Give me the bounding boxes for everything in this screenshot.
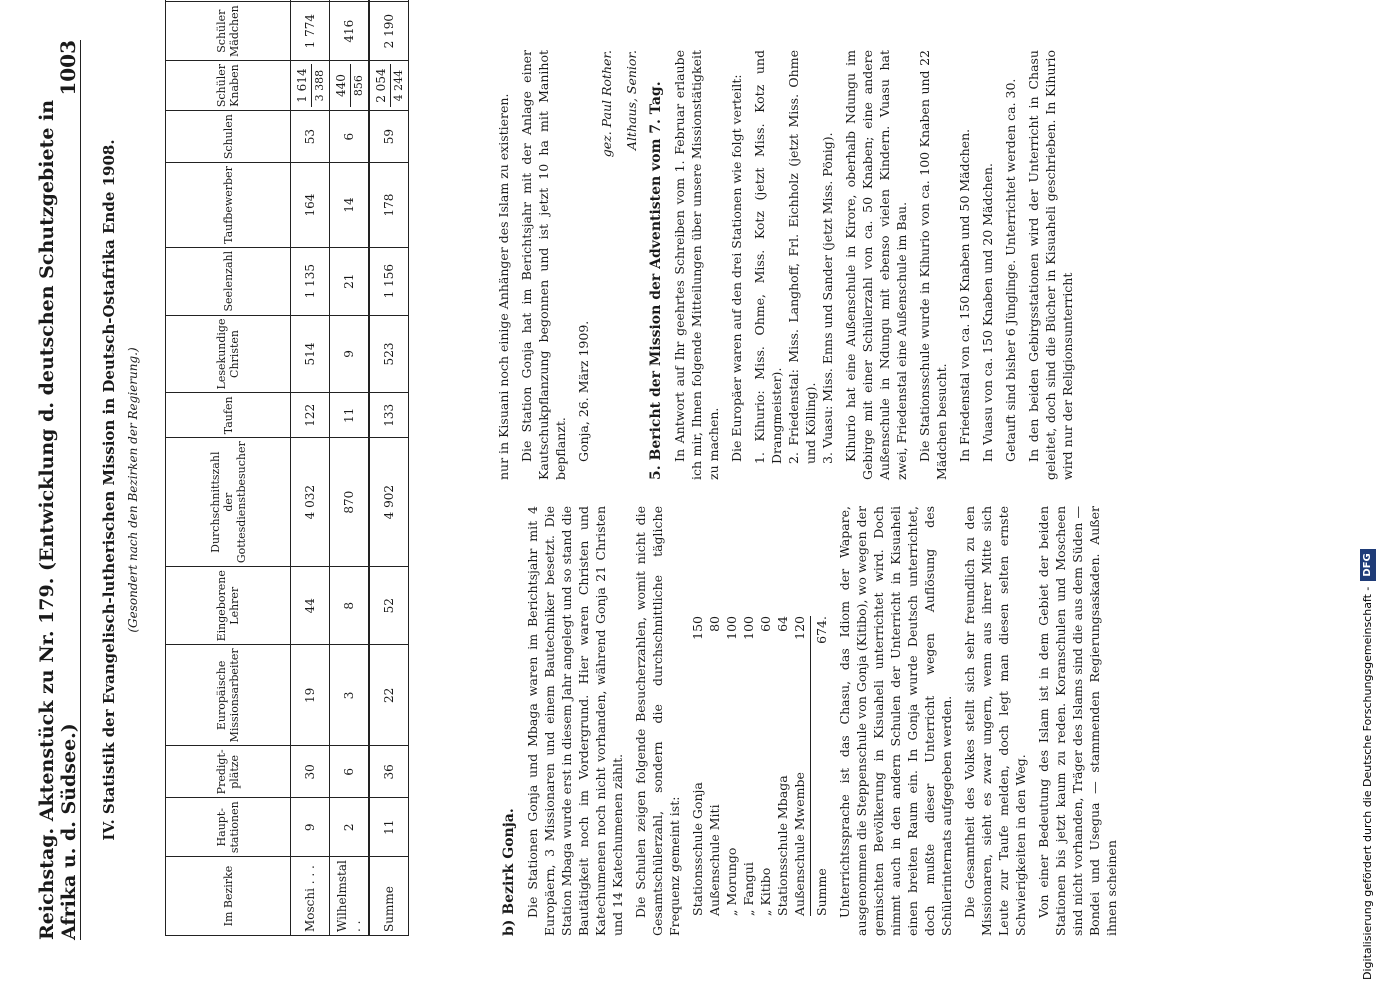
- page-header: [36, 40, 81, 940]
- header-title: Reichstag. Aktenstück zu Nr. 179. (Entwicklung d. deutschen Schutzgebiete in Afrika u. d. Südsee.): [36, 99, 80, 940]
- list-item: Außenschule Miti 80: [707, 616, 722, 916]
- table-cell: 1 135: [291, 247, 330, 315]
- header-cell: Predigt-plätze: [166, 746, 291, 798]
- paragraph: Die Stationsschule wurde in Kihurio von ca. 100 Knaben und 22 Mädchen besucht.: [917, 50, 949, 480]
- table-cell: 21: [330, 247, 370, 315]
- header-cell: Eingeborene Lehrer: [166, 567, 291, 645]
- table-cell: 36: [369, 746, 409, 798]
- row-name: Wilhelmstal . .: [330, 857, 370, 936]
- footer-text-container: [1358, 20, 1378, 980]
- paragraph: nur in Kisuani noch einige Anhänger des Islam zu existieren.: [496, 93, 511, 480]
- table-subtitle: (Gesondert nach den Bezirken der Regierung.): [126, 347, 140, 633]
- table-cell: 11: [369, 798, 409, 857]
- left-text-column: [495, 506, 1126, 936]
- paragraph: Getauft sind bisher 6 Jünglinge. Unterrichtet werden ca. 30.: [1003, 78, 1018, 462]
- table-cell: 416: [330, 2, 370, 61]
- header-cell: [166, 0, 291, 2]
- cell-value: 440: [333, 74, 348, 98]
- pupil-subtotal: 4 244: [390, 64, 405, 107]
- header-cell: Lesekundige Christen: [166, 315, 291, 393]
- paragraph: Kihurio hat eine Außenschule in Kirore, oberhalb Ndungu im Gebirge mit einer Schülerzahl von ca. 50 Knaben; eine andere Außenschule in Ndungu mit ebenso vielen Kindern. Vuasu hat zwei, Friedenstal eine Außenschule im Bau.: [843, 50, 909, 480]
- header-cell: Im Bezirke: [166, 857, 291, 936]
- list-item: Stationsschule Mbaga 64: [775, 616, 790, 916]
- pupil-subtotal: 3 388: [311, 64, 326, 107]
- table-cell: 3: [330, 645, 370, 746]
- header-cell: Schulen: [166, 111, 291, 163]
- table-cell: 59: [369, 111, 409, 163]
- list-item: „ Fangui 100: [741, 616, 756, 916]
- table-cell: 870: [330, 438, 370, 567]
- table-cell: 6: [330, 746, 370, 798]
- table-cell: 4 032: [291, 438, 330, 567]
- list-item: „ Kitibo 60: [758, 616, 773, 916]
- paragraph: In den beiden Gebirgsstationen wird der Unterricht in Chasu geleitet, doch sind die Bücher in Kisuaheli geschrieben. In Kihurio wird nur der Religionsunterricht: [1026, 50, 1075, 480]
- paragraph: Die Station Gonja hat im Berichtsjahr mit der Anlage einer Kautschukpflanzung begonnen und ist jetzt 10 ha mit Manihot bepflanzt.: [519, 50, 568, 480]
- cell-value: 1 614: [294, 68, 309, 103]
- table-cell: 14: [330, 163, 370, 248]
- table-cell: [369, 61, 409, 111]
- table-row: [291, 0, 330, 936]
- header-cell: Schüler Mädchen: [166, 2, 291, 61]
- table-cell: 9: [291, 798, 330, 857]
- statistics-table: [165, 0, 409, 936]
- table-row: [330, 0, 370, 936]
- table-row-total: [369, 0, 409, 936]
- table-cell: 1 774: [291, 2, 330, 61]
- paragraph: Die Gesamtheit des Volkes stellt sich sehr freundlich zu den Missionaren, sieht es zwar ungern, wenn aus ihrer Mitte sich Leute zur Taufe melden, doch legt man diesen selten ernste Schwierigkeiten in den Weg.: [962, 506, 1028, 936]
- table-cell: [291, 61, 330, 111]
- station-list: [751, 50, 836, 464]
- paragraph: Unterrichtssprache ist das Chasu, das Idiom der Wapare, ausgenommen die Steppenschule von Gonja (Kitibo), wo wegen der gemischten Bevölkerung in Kisuaheli unterrichtet wird. Doch nimmt auch in den andern Schulen der Unterricht in Kisuaheli einen breiten Raum ein. In Gonja wurde Deutsch unterrichtet, doch mußte dieser Unterricht wegen Auflösung des Schülerinternats aufgegeben werden.: [837, 506, 954, 936]
- list-item: 3. Vuasu: Miss. Enns und Sander (jetzt Miss. Pönig).: [820, 132, 835, 464]
- table-cell: [369, 0, 409, 2]
- list-item: „ Morungo 100: [724, 616, 739, 916]
- right-text-column: [495, 50, 1082, 480]
- header-cell: Haupt-stationen: [166, 798, 291, 857]
- table-cell: 19: [291, 645, 330, 746]
- paragraph: Die Schulen zeigen folgende Besucherzahlen, womit nicht die Gesamtschülerzahl, sondern die durchschnittliche tägliche Frequenz gemeint ist:: [633, 506, 682, 936]
- table-cell: 4 902: [369, 438, 409, 567]
- table-cell: 133: [369, 393, 409, 438]
- date-line: Gonja, 26. März 1909.: [576, 320, 591, 462]
- table-cell: 52: [369, 567, 409, 645]
- table-cell: 9: [330, 315, 370, 393]
- section-heading: b) Bezirk Gonja.: [501, 808, 517, 936]
- paragraph: Die Stationen Gonja und Mbaga waren im Berichtsjahr mit 4 Europäern, 3 Missionaren und einem Bautechniker besetzt. Die Station Mbaga wurde erst in diesem Jahr angelegt und so stand die Bautätigkeit noch im Vordergrund. Hier waren Christen und Katechumenen noch nicht vorhanden, während Gonja 21 Christen und 14 Katechumenen zählt.: [525, 506, 625, 936]
- table-cell: 178: [369, 163, 409, 248]
- table-cell: 523: [369, 315, 409, 393]
- section-heading: 5. Bericht der Mission der Adventisten vom 7. Tag.: [648, 81, 664, 480]
- table-cell: [330, 61, 370, 111]
- dfg-logo: DFG: [1360, 549, 1376, 580]
- table-cell: 44: [291, 567, 330, 645]
- table-cell: 514: [291, 315, 330, 393]
- table-cell: 6: [330, 111, 370, 163]
- paragraph: In Friedenstal von ca. 150 Knaben und 50 Mädchen.: [957, 128, 972, 462]
- digitization-footer: [1358, 20, 1378, 980]
- header-cell: Taufen: [166, 393, 291, 438]
- table-cell: 8: [330, 567, 370, 645]
- paragraph: Von einer Bedeutung des Islam ist in dem Gebiet der beiden Stationen bis jetzt kaum zu reden. Koranschulen und Moscheen sind nicht vorhanden, Träger des Islams sind die aus dem Süden — Bondei und Usegua — stammenden Regierungsaskaden. Außer ihnen scheinen: [1036, 506, 1119, 936]
- page-number: 1003: [56, 40, 80, 96]
- list-item: Außenschule Mwembe 120: [792, 616, 807, 916]
- table-cell: 2 190: [369, 2, 409, 61]
- table-cell: [330, 0, 370, 2]
- table-cell: 22: [369, 645, 409, 746]
- frequency-list: [689, 616, 830, 916]
- header-cell: Durchschnittszahl der Gottesdienstbesucher: [166, 438, 291, 567]
- paragraph: In Vuasu von ca. 150 Knaben und 20 Mädchen.: [980, 163, 995, 462]
- table-cell: 122: [291, 393, 330, 438]
- signature: gez. Paul Rother.: [599, 50, 614, 158]
- table-cell: 2: [330, 798, 370, 857]
- header-cell: Europäische Missionsarbeiter: [166, 645, 291, 746]
- row-name: Summe: [369, 857, 409, 936]
- table-cell: 53: [291, 111, 330, 163]
- list-item: 1. Kihurio: Miss. Ohme, Miss. Kotz (jetzt Miss. Kotz und Drangmeister).: [752, 50, 784, 464]
- footer-text: Digitalisierung gefördert durch die Deutsche Forschungsgemeinschaft -: [1361, 586, 1374, 980]
- table-cell: [291, 0, 330, 2]
- pupil-subtotal: 856: [350, 64, 365, 107]
- closing-signature: Althaus, Senior.: [624, 50, 639, 151]
- list-item: Stationsschule Gonja 150: [690, 616, 705, 916]
- table-cell: 30: [291, 746, 330, 798]
- paragraph: Die Europäer waren auf den drei Stationen wie folgt verteilt:: [729, 74, 744, 462]
- table-title: IV. Statistik der Evangelisch-lutherischen Mission in Deutsch-Ostafrika Ende 1908.: [100, 139, 118, 841]
- table-cell: 164: [291, 163, 330, 248]
- cell-value: 2 054: [373, 68, 388, 103]
- row-name: Moschi . . .: [291, 857, 330, 936]
- table-cell: 11: [330, 393, 370, 438]
- header-cell: Seelenzahl: [166, 247, 291, 315]
- table-header-row: [166, 0, 291, 936]
- list-item: 2. Friedenstal: Miss. Langhoff, Frl. Eichholz (jetzt Miss. Ohme und Kölling).: [786, 50, 818, 464]
- frequency-total: Summe 674.: [810, 616, 830, 916]
- table-cell: 1 156: [369, 247, 409, 315]
- header-cell: Schüler Knaben: [166, 61, 291, 111]
- paragraph: In Antwort auf Ihr geehrtes Schreiben vom 1. Februar erlaube ich mir, Ihnen folgende Mitteilungen über unsere Missionstätigkeit zu machen.: [672, 50, 721, 480]
- header-cell: Taufbewerber: [166, 163, 291, 248]
